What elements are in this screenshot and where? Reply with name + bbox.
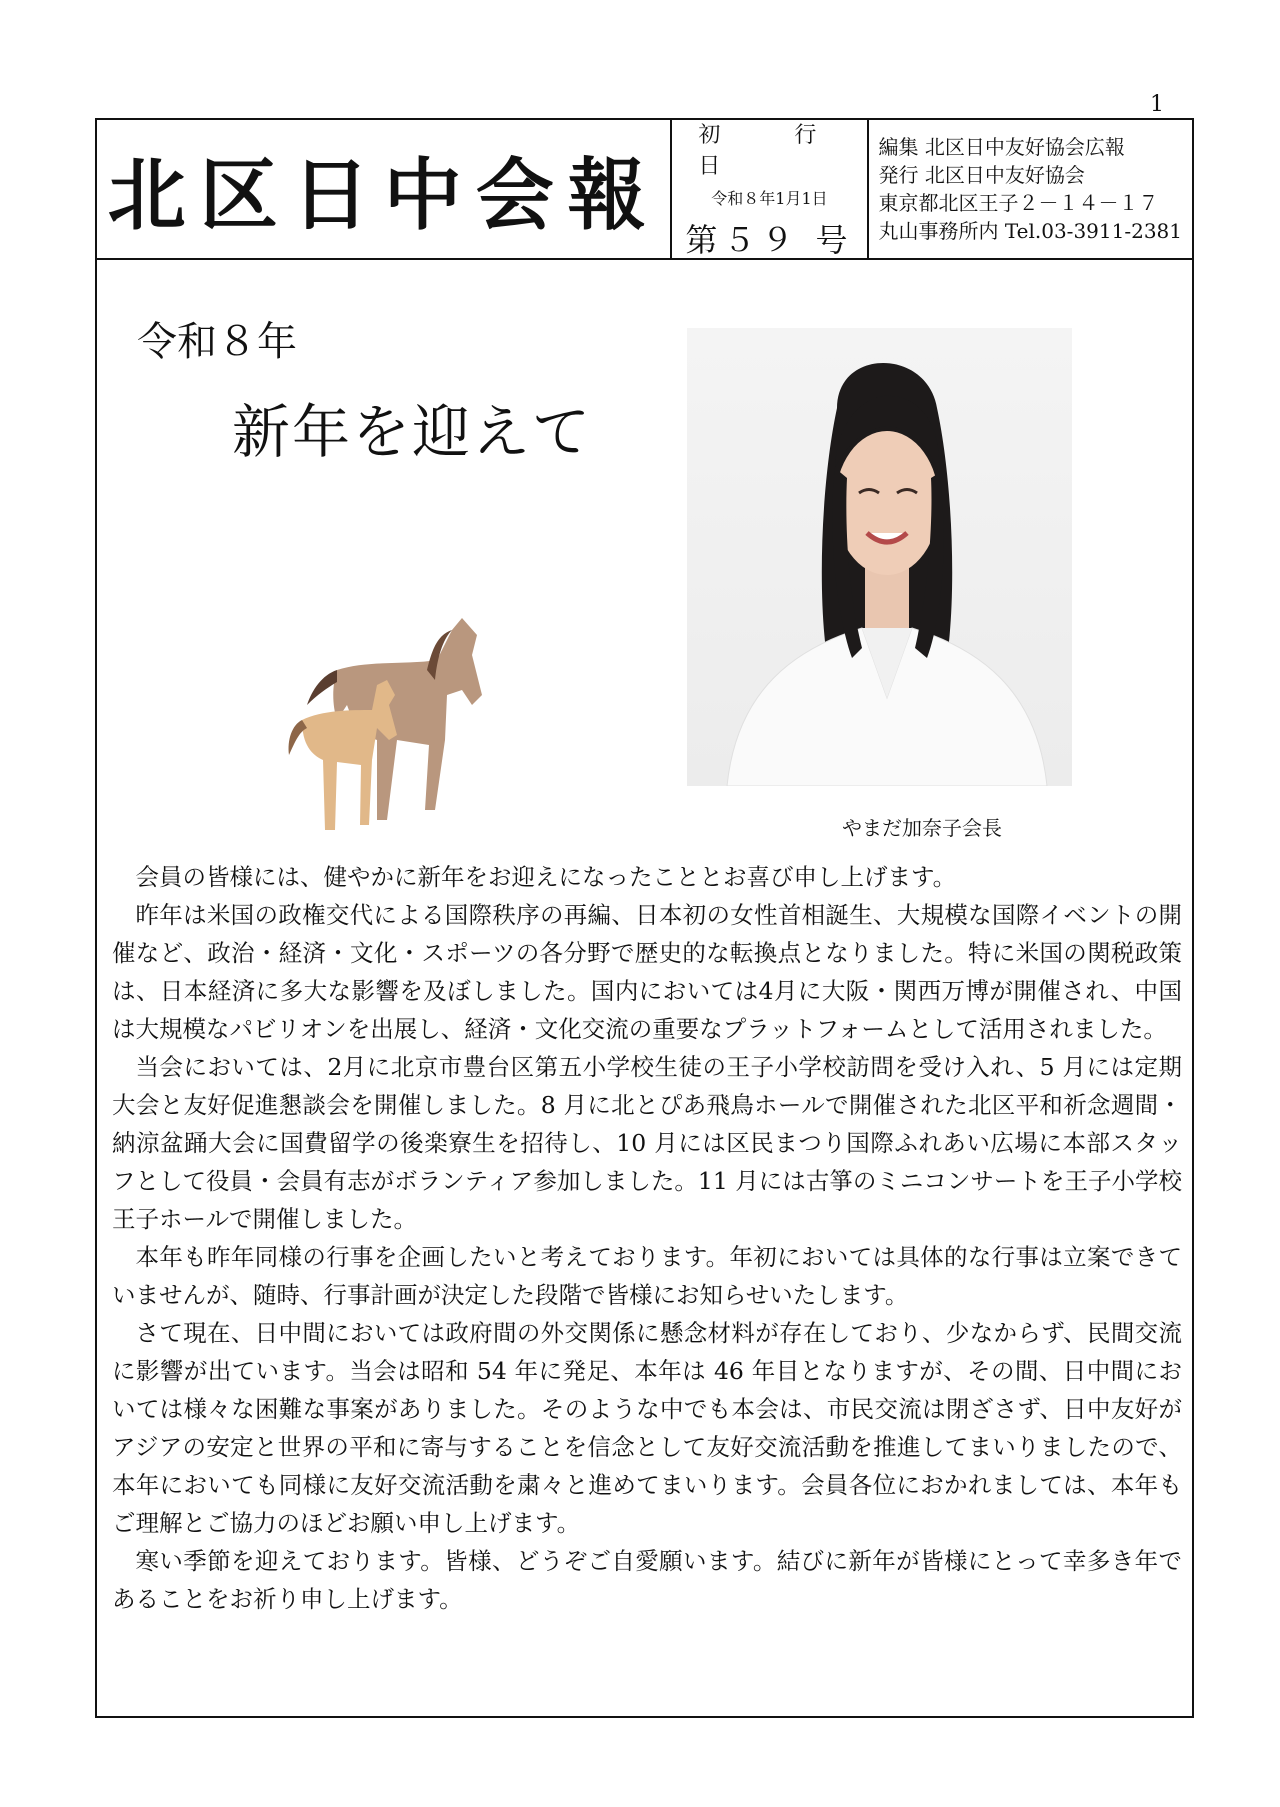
photo-caption: やまだ加奈子会長 [842, 816, 1002, 840]
office-phone-line: 丸山事務所内 Tel.03-3911-2381 [878, 219, 1182, 243]
paragraph: 本年も昨年同様の行事を企画したいと考えております。年初においては具体的な行事は立案できていませんが、随時、行事計画が決定した段階で皆様にお知らせいたします。 [112, 1243, 1182, 1309]
first-issue-label: 初 行 日 [698, 122, 891, 179]
headline: 新年を迎えて [232, 398, 593, 466]
paragraph: 寒い季節を迎えております。皆様、どうぞご自愛願います。結びに新年が皆様にとって幸多き年であることをお祈り申し上げます。 [112, 1547, 1182, 1613]
issue-date: 令和８年1月1日 [711, 188, 828, 208]
publisher-info [869, 120, 1193, 258]
editor-line: 編集 北区日中友好協会広報 [878, 135, 1125, 159]
paragraph: 昨年は米国の政権交代による国際秩序の再編、日本初の女性首相誕生、大規模な国際イベントの開催など、政治・経済・文化・スポーツの各分野で歴史的な転換点となりました。特に米国の関税政策は、日本経済に多大な影響を及ぼしました。国内においては4月に大阪・関西万博が開催され、中国は大規模なパビリオンを出展し、経済・文化交流の重要なプラットフォームとして活用されました。 [112, 901, 1182, 1043]
article-text [112, 858, 1182, 1618]
paragraph: 当会においては、2月に北京市豊台区第五小学校生徒の王子小学校訪問を受け入れ、5 月には定期大会と友好促進懇談会を開催しました。8 月に北とぴあ飛鳥ホールで開催された北区平和祈念週間・納涼盆踊大会に国費留学の後楽寮生を招待し、10 月には区民まつり国際ふれあい広場に本部スタッフとして役員・会員有志がボランティア参加しました。11 月には古箏のミニコンサートを王子小学校王子ホールで開催しました。 [112, 1053, 1182, 1233]
masthead-title: 北区日中会報 [97, 120, 672, 258]
issue-number: 第５９ 号 [685, 220, 854, 259]
horse-illustration [277, 610, 497, 840]
publisher-line: 発行 北区日中友好協会 [878, 163, 1085, 187]
page-number: 1 [1150, 92, 1164, 117]
issue-info [672, 120, 891, 259]
address-line: 東京都北区王子２－１４－１７ [878, 191, 1159, 215]
chairperson-portrait [687, 328, 1072, 786]
era-year: 令和８年 [137, 319, 297, 365]
newsletter-header [95, 118, 1194, 260]
paragraph: さて現在、日中間においては政府間の外交関係に懸念材料が存在しており、少なからず、民間交流に影響が出ています。当会は昭和 54 年に発足、本年は 46 年目となりますが、その間、日中間においては様々な困難な事案がありました。そのような中でも本会は、市民交流は閉ざさず、日中友好がアジアの安定と世界の平和に寄与することを信念として友好交流活動を推進してまいりましたので、本年においても同様に友好交流活動を粛々と進めてまいります。会員各位におかれましては、本年もご理解とご協力のほどお願い申し上げます。 [112, 1319, 1182, 1537]
paragraph: 会員の皆様には、健やかに新年をお迎えになったこととお喜び申し上げます。 [135, 863, 957, 891]
article-body [95, 260, 1194, 1718]
